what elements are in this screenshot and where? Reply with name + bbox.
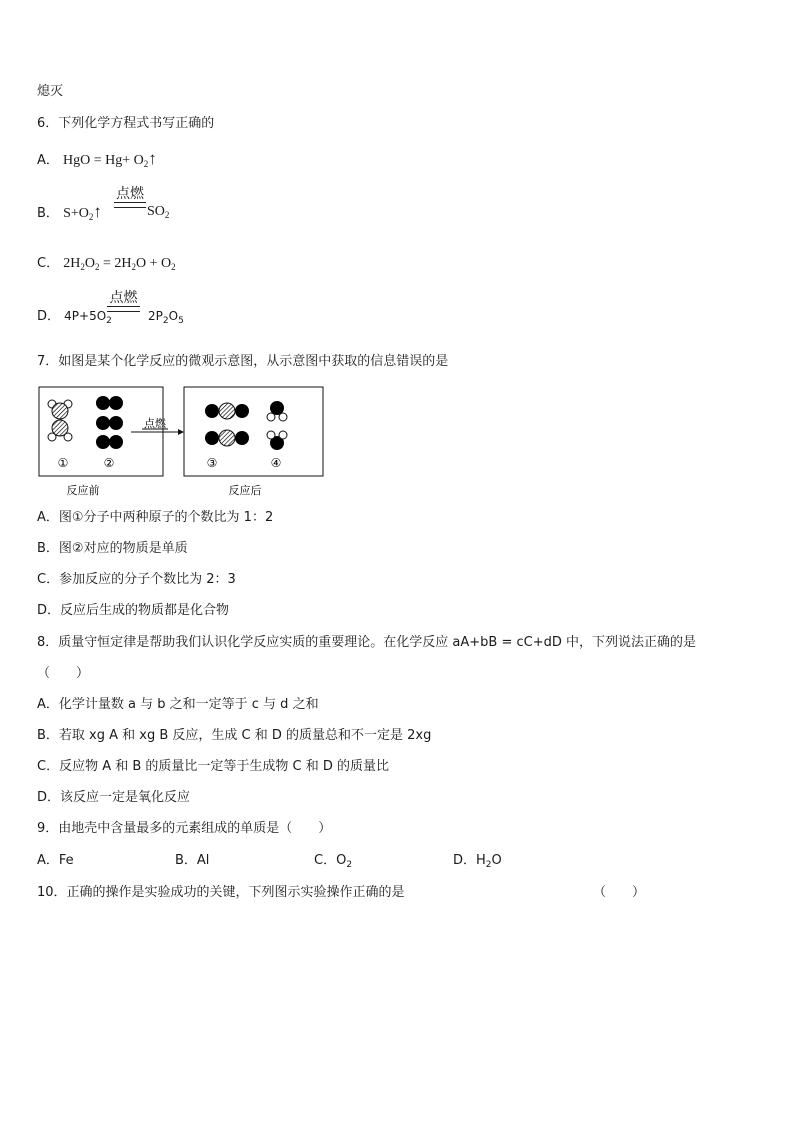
q10-stem: 10．正确的操作是实验成功的关键，下列图示实验操作正确的是 xyxy=(37,885,405,900)
q10-answer-paren: （ ） xyxy=(593,885,646,900)
q7-option-c: C．参加反应的分子个数比为 2：3 xyxy=(37,572,236,587)
label-n2: ② xyxy=(103,456,115,470)
q9-stem: 9．由地壳中含量最多的元素组成的单质是（ ） xyxy=(37,821,332,836)
molecule-3 xyxy=(205,403,249,446)
q6-option-a xyxy=(37,150,157,170)
q8-option-a: A．化学计量数 a 与 b 之和一定等于 c 与 d 之和 xyxy=(37,697,319,712)
q6-b-right: $SO_2$ xyxy=(147,204,170,220)
label-n3: ③ xyxy=(206,456,218,470)
q9-option-b: B．Al xyxy=(175,853,210,868)
label-before: 反应前 xyxy=(66,484,100,497)
q7-option-b: B．图②对应的物质是单质 xyxy=(37,541,188,556)
q6-option-d xyxy=(37,307,112,326)
q7-stem: 7．如图是某个化学反应的微观示意图，从示意图中获取的信息错误的是 xyxy=(37,354,449,369)
q8-option-c: C．反应物 A 和 B 的质量比一定等于生成物 C 和 D 的质量比 xyxy=(37,759,390,774)
q8-answer-paren: （ ） xyxy=(37,666,90,681)
q6-d-condition: 点燃 xyxy=(107,290,140,312)
q6-a-label: A． xyxy=(37,153,59,168)
label-n4: ④ xyxy=(270,456,282,470)
q6-d-label: D． xyxy=(37,309,61,324)
molecule-2 xyxy=(96,396,123,449)
q6-option-b xyxy=(37,203,102,223)
arrow-label: 点燃 xyxy=(144,417,166,430)
after-box xyxy=(184,387,323,476)
molecule-1 xyxy=(48,400,72,441)
q6-b-condition: 点燃 xyxy=(114,186,146,208)
q8-stem: 8．质量守恒定律是帮助我们认识化学反应实质的重要理论。在化学反应 aA+bB = cC+dD 中，下列说法正确的是 xyxy=(37,635,696,650)
q6-d-left: $4P+5O_2$ xyxy=(64,309,112,326)
q7-option-d: D．反应后生成的物质都是化合物 xyxy=(37,603,230,618)
label-after: 反应后 xyxy=(228,484,262,497)
q6-d-right: $2P_2O_5$ xyxy=(148,309,184,326)
molecule-4 xyxy=(267,401,287,450)
q6-c-label: C． xyxy=(37,256,60,271)
q6-stem: 6．下列化学方程式书写正确的 xyxy=(37,116,215,131)
previous-question-fragment: 熄灭 xyxy=(37,84,64,99)
label-n1: ① xyxy=(57,456,69,470)
q8-option-d: D．该反应一定是氧化反应 xyxy=(37,790,191,805)
q9-option-c: C．$O_2$ xyxy=(314,853,353,870)
q9-option-d: D．$H_2O$ xyxy=(453,853,502,870)
q9-option-a: A．Fe xyxy=(37,853,74,868)
q6-b-left: $S+O_2↑$ xyxy=(63,202,102,222)
q6-c-equation: $2H_2O_2 = 2H_2O + O_2$ xyxy=(63,256,176,272)
q6-b-label: B． xyxy=(37,206,59,221)
reaction-diagram xyxy=(30,380,330,500)
q6-option-c xyxy=(37,255,176,273)
q6-a-equation: HgO = $Hg+ O_2↑$ xyxy=(63,149,157,169)
q7-option-a: A．图①分子中两种原子的个数比为 1：2 xyxy=(37,510,274,525)
q8-option-b: B．若取 xg A 和 xg B 反应，生成 C 和 D 的质量总和不一定是 2xg xyxy=(37,728,432,743)
